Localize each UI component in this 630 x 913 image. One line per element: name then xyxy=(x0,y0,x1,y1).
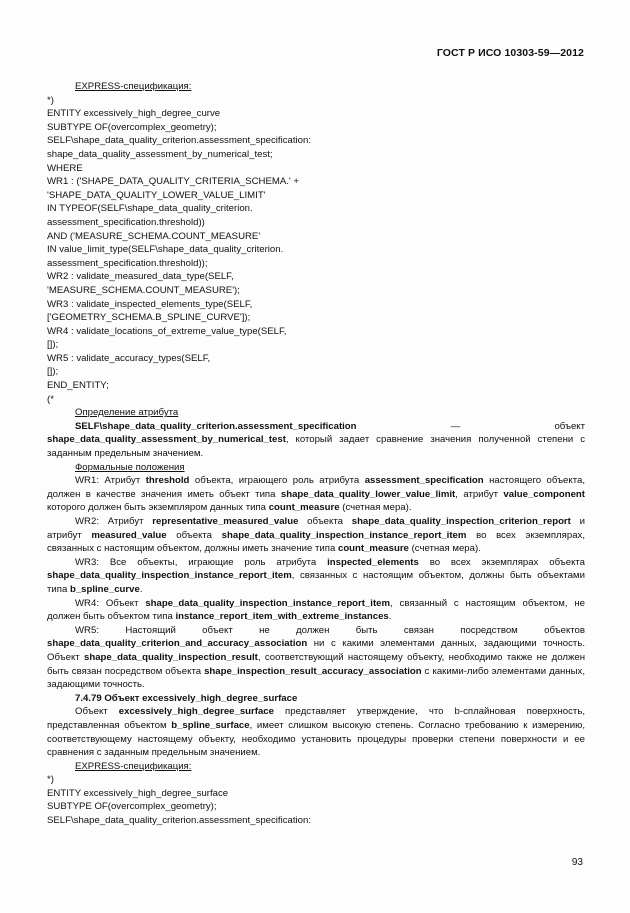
code-line: SUBTYPE OF(overcomplex_geometry); xyxy=(47,801,217,813)
text: , имеет слишком высокую степень. Согласно требованию к измерению, соответствующему настоящему объекту, необходимо установить процедуры проверки степени поверхности и ее сравнения с заданным предельным значением. xyxy=(47,719,585,759)
term: representative_measured_value xyxy=(152,516,299,527)
term: shape_inspection_result_accuracy_association xyxy=(204,665,422,677)
code-line: []); xyxy=(47,339,59,351)
attribute-definition-paragraph xyxy=(47,420,585,461)
code-line: shape_data_quality_assessment_by_numerical_test; xyxy=(47,148,273,160)
wr3-paragraph xyxy=(47,556,585,597)
express-heading-2: EXPRESS-спецификация: xyxy=(75,760,192,772)
term: shape_data_quality_inspection_instance_report_item xyxy=(221,529,467,541)
text: , связанных с настоящим объектом, должны быть объектами типа xyxy=(47,570,585,595)
text: — объект xyxy=(356,420,585,432)
term: inspected_elements xyxy=(327,556,419,568)
text: и атрибут xyxy=(47,516,585,541)
term: instance_report_item_with_extreme_instances xyxy=(175,611,389,623)
wr1-paragraph xyxy=(47,474,585,515)
term: threshold xyxy=(145,475,190,487)
page-body xyxy=(47,80,585,828)
text: во всех экземплярах объекта xyxy=(418,556,585,568)
wr5-paragraph xyxy=(47,624,585,692)
code-line: WR4 : validate_locations_of_extreme_value_type(SELF, xyxy=(47,325,287,337)
term: assessment_specification xyxy=(364,475,484,487)
text: во всех экземплярах, связанных с настоящим объектом, должны иметь значение типа xyxy=(47,529,585,555)
document-header: ГОСТ Р ИСО 10303-59—2012 xyxy=(436,47,584,59)
text: WR4: Объект xyxy=(75,597,146,609)
code-line: 'SHAPE_DATA_QUALITY_LOWER_VALUE_LIMIT' xyxy=(47,189,266,201)
code-line: ['GEOMETRY_SCHEMA.B_SPLINE_CURVE']); xyxy=(47,312,251,324)
term: shape_data_quality_criterion_and_accuracy_association xyxy=(47,638,308,650)
code-line: IN TYPEOF(SELF\shape_data_quality_criterion. xyxy=(47,203,253,215)
term: SELF\shape_data_quality_criterion.assessment_specification xyxy=(75,420,357,432)
code-line: END_ENTITY; xyxy=(47,380,109,392)
text: WR2: Атрибут xyxy=(75,516,153,527)
code-line: WR5 : validate_accuracy_types(SELF, xyxy=(47,352,211,364)
code-line: 'MEASURE_SCHEMA.COUNT_MEASURE'); xyxy=(47,284,240,296)
text: . xyxy=(388,611,392,623)
section-title: 7.4.79 Объект excessively_high_degree_surface xyxy=(75,692,298,704)
code-line: (* xyxy=(47,393,54,405)
code-line: *) xyxy=(47,94,54,106)
express-code-block xyxy=(47,94,585,407)
code-line: []); xyxy=(47,366,59,378)
code-line: SELF\shape_data_quality_criterion.assessment_specification: xyxy=(47,135,311,147)
text: , который задает сравнение значения полученной степени с заданным предельным значением. xyxy=(47,434,585,460)
code-line: AND ('MEASURE_SCHEMA.COUNT_MEASURE' xyxy=(47,230,261,242)
express-heading: EXPRESS-спецификация: xyxy=(75,81,192,92)
code-line: WHERE xyxy=(47,162,83,174)
term: shape_data_quality_inspection_result xyxy=(84,651,258,663)
term: count_measure xyxy=(337,543,409,555)
text: объекта xyxy=(298,516,352,527)
text: ни с какими элементами данных, задающими точность. Объект xyxy=(47,638,585,663)
text: (счетная мера). xyxy=(339,502,412,514)
text: , соответствующий настоящему объекту, необходимо также не должен быть связан посредством объекта xyxy=(47,651,585,677)
term: shape_data_quality_inspection_instance_report_item xyxy=(145,597,391,609)
code-line: ENTITY excessively_high_degree_surface xyxy=(47,787,229,799)
term: excessively_high_degree_surface xyxy=(118,706,274,718)
text: WR1: Атрибут xyxy=(75,475,146,487)
page-number: 93 xyxy=(571,857,583,868)
term: b_spline_curve xyxy=(69,583,140,595)
term: count_measure xyxy=(268,502,340,514)
wr4-paragraph xyxy=(47,597,585,624)
text: настоящего объекта, должен в качестве значения иметь объект типа xyxy=(47,475,585,500)
term: value_component xyxy=(503,488,585,500)
section-paragraph xyxy=(47,705,585,759)
text: объекта xyxy=(166,529,222,541)
term: shape_data_quality_inspection_instance_report_item xyxy=(47,570,292,582)
term: shape_data_quality_lower_value_limit xyxy=(280,488,456,500)
term: b_spline_surface xyxy=(171,719,250,731)
code-line: WR3 : validate_inspected_elements_type(SELF, xyxy=(47,298,253,310)
text: объекта, играющего роль атрибута xyxy=(189,475,365,487)
code-line: assessment_specification.threshold)) xyxy=(47,216,205,228)
code-line: *) xyxy=(47,774,54,786)
formal-propositions-heading: Формальные положения xyxy=(75,461,185,473)
code-line: WR2 : validate_measured_data_type(SELF, xyxy=(47,271,234,283)
text: WR3: Все объекты, играющие роль атрибута xyxy=(75,556,328,568)
code-line: IN value_limit_type(SELF\shape_data_quality_criterion. xyxy=(47,244,284,256)
code-line: ENTITY excessively_high_degree_curve xyxy=(47,108,221,120)
text: представляет утверждение, что b-сплайновая поверхность, представленная объектом xyxy=(47,706,585,731)
attribute-definition-heading: Определение атрибута xyxy=(75,407,179,419)
code-line: assessment_specification.threshold)); xyxy=(47,257,208,269)
code-line: SUBTYPE OF(overcomplex_geometry); xyxy=(47,121,217,133)
wr2-paragraph xyxy=(47,515,585,556)
text: которого должен быть экземпляром данных типа xyxy=(47,502,269,514)
text: , атрибут xyxy=(455,488,504,500)
text: WR5: Настоящий объект не должен быть связан посредством объектов xyxy=(75,624,585,636)
term: shape_data_quality_inspection_criterion_report xyxy=(351,516,571,527)
text: (счетная мера). xyxy=(408,543,481,555)
text: , связанный с настоящим объектом, не должен быть объектом типа xyxy=(47,597,585,623)
express-code-block-2 xyxy=(47,773,585,827)
term: measured_value xyxy=(91,529,167,541)
text: с какими-либо элементами данных, задающими точность. xyxy=(47,665,585,691)
code-line: SELF\shape_data_quality_criterion.assessment_specification: xyxy=(47,815,311,827)
text: Объект xyxy=(75,706,119,718)
term: shape_data_quality_assessment_by_numerical_test xyxy=(47,434,286,446)
code-line: WR1 : ('SHAPE_DATA_QUALITY_CRITERIA_SCHEMA.' + xyxy=(47,176,300,188)
text: . xyxy=(139,583,143,595)
